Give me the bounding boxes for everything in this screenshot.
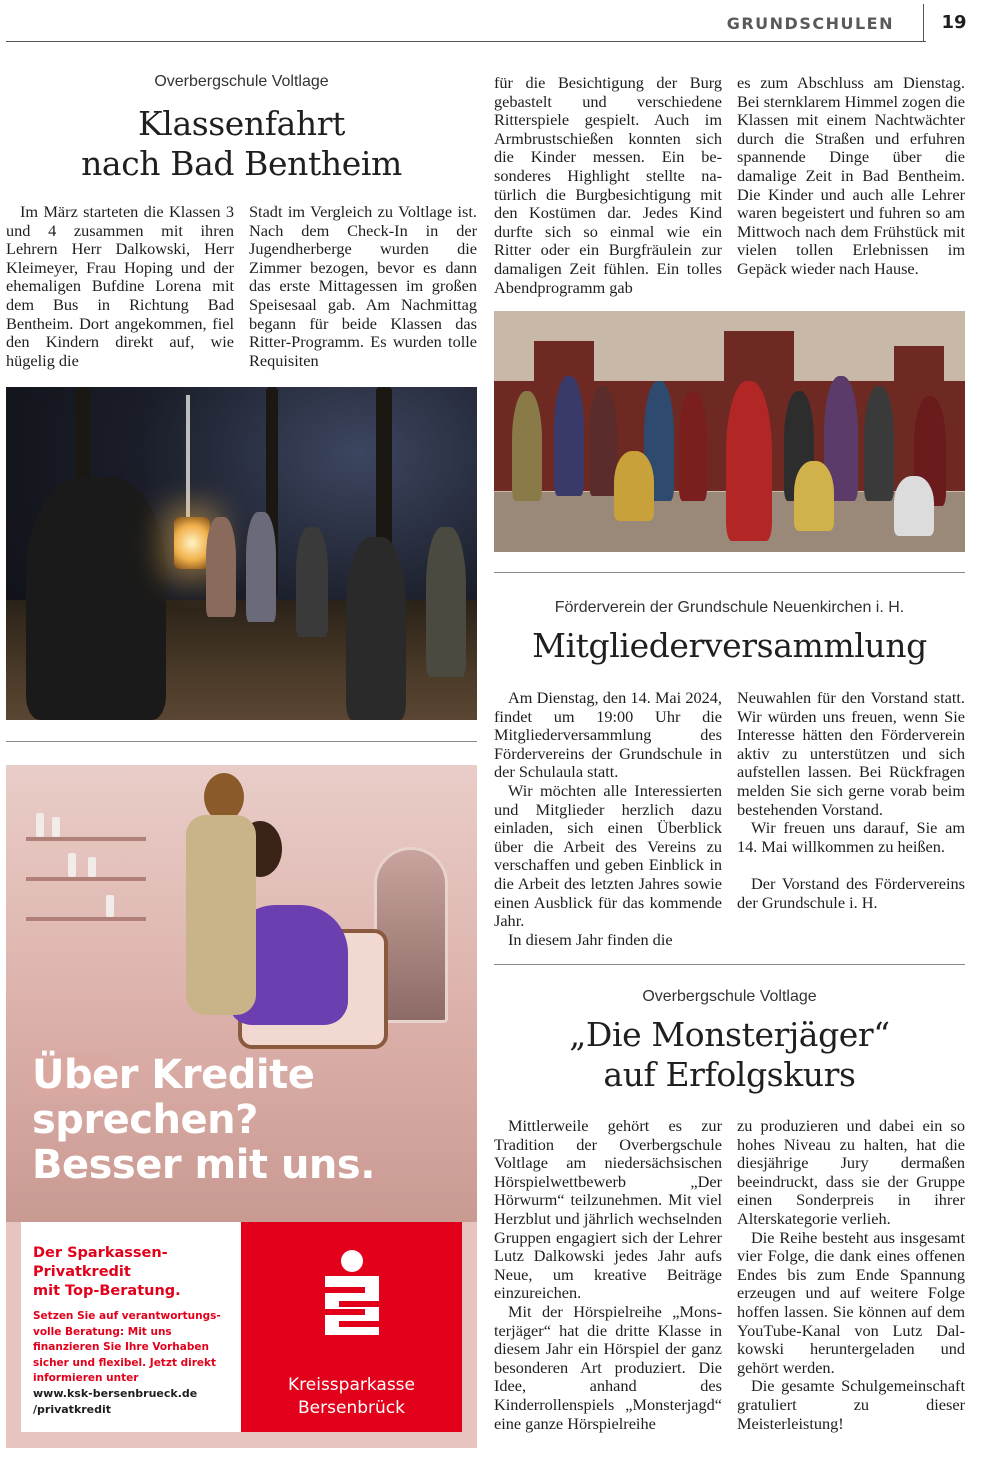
article1-headline-line1: Klassenfahrt	[138, 104, 345, 143]
sparkasse-s-logo-icon	[317, 1249, 387, 1341]
ad-url-line1[interactable]: www.ksk-bersenbrueck.de	[33, 1387, 198, 1400]
page-number: 19	[941, 12, 967, 33]
article-divider	[494, 572, 965, 573]
article1-column-2	[249, 203, 477, 370]
ad-offer-title-line2: Privatkredit	[33, 1264, 131, 1280]
article2-column-2	[737, 689, 965, 912]
article2-paragraph: Wir möchten alle Interessierten und Mitglieder herzlich dazu einladen, sich einen Überblick über die Arbeit des Vereins zu verschaffen und geben Einblick in die Arbeit des letzten Jahres sowie einen Ausblick für das kommende Jahr.	[494, 780, 722, 931]
article1-paragraph: Stadt im Vergleich zu Voltlage ist. Nach dem Check-In in der Jugendherberge wurden die Zimmer bezogen, bevor es dann das erste Mittagessen im großen Speisesaal gab. Am Nachmittag begann für beide Klassen das Ritter-Programm. Es wurden tolle Requisiten	[249, 202, 477, 370]
article3-headline-line2: auf Erfolgskurs	[603, 1055, 856, 1094]
header-rule	[6, 41, 926, 42]
article-divider	[494, 964, 965, 965]
article3-headline-line1: „Die Monsterjäger“	[569, 1015, 890, 1054]
article1-paragraph: es zum Abschluss am Dienstag. Bei sternklarem Himmel zogen die Klassen mit einem Nachtwächter durch die Straßen und erfuhren spannende Dinge über die damalige Zeit in Bad Bentheim. Die Kinder und auch alle Lehrer waren begeistert und fuhren so am Mittwoch nach dem Frühstück mit vielen tollen Erlebnissen im Gepäck wieder nach Hause.	[737, 73, 965, 278]
article3-column-2	[737, 1117, 965, 1433]
section-label: GRUNDSCHULEN	[726, 14, 894, 33]
article3-paragraph: zu produzieren und dabei ein so hohes Niveau zu halten, hat die diesjährige Jury dermaßen beeindruckt, dass sie der Gruppe einen Sonderpreis in ihrer Alterskategorie verlieh.	[737, 1116, 965, 1228]
bank-name-line2: Bersenbrück	[298, 1398, 405, 1418]
bank-name-line1: Kreissparkasse	[288, 1375, 415, 1395]
article3-paragraph: Die Reihe besteht aus insgesamt vier Folge, die dank eines offenen Endes bis zum Ende Spannung erzeugen und auf weitere Folge hoffen lassen. Sie können auf dem YouTube-Kanal von Lutz Dalkowski heruntergeladen und gehört werden.	[737, 1227, 965, 1377]
article2-signature: Der Vorstand des Fördervereins der Grundschule i. H.	[737, 873, 965, 912]
article2-paragraph: Neuwahlen für den Vorstand statt. Wir würden uns freuen, wenn Sie Interesse hätten den Förderverein aktiv zu unterstützen und sich aufstellen lassen. Bei Rückfragen melden Sie sich gerne vorab beim bestehenden Vorstand.	[737, 688, 965, 819]
article3-paragraph: Die gesamte Schulgemeinschaft gratuliert zu dieser Meisterleistung!	[737, 1376, 965, 1433]
article1-paragraph: für die Besichtigung der Burg gebastelt und verschiedene Ritterspiele gespielt. Auch im Armbrustschießen konnten sich die Kinder messen. Ein besonderes Highlight stellte natürlich die Burgbesichtigung mit den Kostümen dar. Jedes Kind durfte sich so einmal wie ein Ritter oder ein Burgfräulein zur damaligen Zeit fühlen. Ein tolles Abendprogramm gab	[494, 73, 722, 297]
article3-paragraph: Mittlerweile gehört es zur Tradition der Overbergschule Voltlage am niedersächsischen Hörspielwettbewerb „Der Hörwurm“ teilzunehmen. Mit viel Herzblut und jährlich wechselnden Gruppen engagiert sich der Lehrer Lutz Dalkowski jedes Jahr aufs Neue, um kreative Beiträge einzureichen.	[494, 1116, 722, 1303]
ad-slogan	[32, 1053, 472, 1188]
article1-kicker: Overbergschule Voltlage	[154, 73, 329, 90]
article3-column-1	[494, 1117, 722, 1433]
article1-paragraph: Im März starteten die Klassen 3 und 4 zusammen mit ihren Lehrern Herr Dalkowski, Herr Kleimeyer, Frau Hoping und der ehemaligen Bufdine Lorena mit dem Bus in Richtung Bad Bentheim. Dort angekommen, fiel den Kindern direkt auf, wie hügelig die	[6, 202, 234, 370]
article1-column-1	[6, 203, 234, 370]
article3-paragraph: Mit der Hörspielreihe „Monsterjäger“ hat die dritte Klasse in diesem Jahr ein Hörspiel der ganz besonderen Art produziert. Die Idee, anhand des Kinderrollenspiels „Monsterjagd“ eine ganze Hörspielreihe	[494, 1301, 722, 1433]
article-divider	[6, 741, 477, 742]
ad-slogan-line1: Über Kredite	[32, 1052, 315, 1098]
header-divider	[923, 4, 924, 42]
article1-column-3	[494, 74, 722, 297]
ad-brand-panel	[241, 1222, 462, 1432]
article1-headline-line2: nach Bad Bentheim	[81, 144, 402, 183]
article2-paragraph: Am Dienstag, den 14. Mai 2024, findet um 19:00 Uhr die Mitgliederversammlung des Fördervereins der Grundschule in der Schulaula statt.	[494, 688, 722, 782]
ad-slogan-line3: Besser mit uns.	[32, 1142, 375, 1188]
knights-group-photo	[494, 311, 965, 552]
article1-headline	[6, 104, 477, 184]
article2-paragraph: Wir freuen uns darauf, Sie am 14. Mai willkommen zu heißen.	[737, 818, 965, 856]
ad-offer-title-line3: mit Top-Beratung.	[33, 1283, 181, 1299]
article2-paragraph: In diesem Jahr finden die	[508, 929, 673, 949]
article2-kicker: Förderverein der Grundschule Neuenkirchen i. H.	[554, 599, 905, 616]
ad-url-line2[interactable]: /privatkredit	[33, 1403, 112, 1416]
article2-column-1	[494, 689, 722, 949]
ad-offer-title-line1: Der Sparkassen-	[33, 1245, 168, 1261]
ad-offer-title	[33, 1244, 233, 1301]
ad-info-panel	[21, 1222, 241, 1432]
ad-offer-text: Setzen Sie auf verantwortungsvolle Beratung: Mit uns finanzieren Sie Ihre Vorhaben sicher und flexibel. Jetzt direkt informieren unter	[33, 1310, 221, 1384]
ad-slogan-line2: sprechen?	[32, 1097, 258, 1143]
night-walk-photo	[6, 387, 477, 720]
article3-kicker: Overbergschule Voltlage	[642, 988, 817, 1005]
article3-headline	[494, 1015, 965, 1095]
ad-url-link[interactable]	[33, 1386, 238, 1418]
article1-column-4	[737, 74, 965, 279]
article2-headline: Mitgliederversammlung	[532, 626, 927, 665]
sparkasse-advertisement[interactable]	[6, 765, 477, 1448]
bank-name	[241, 1374, 462, 1420]
